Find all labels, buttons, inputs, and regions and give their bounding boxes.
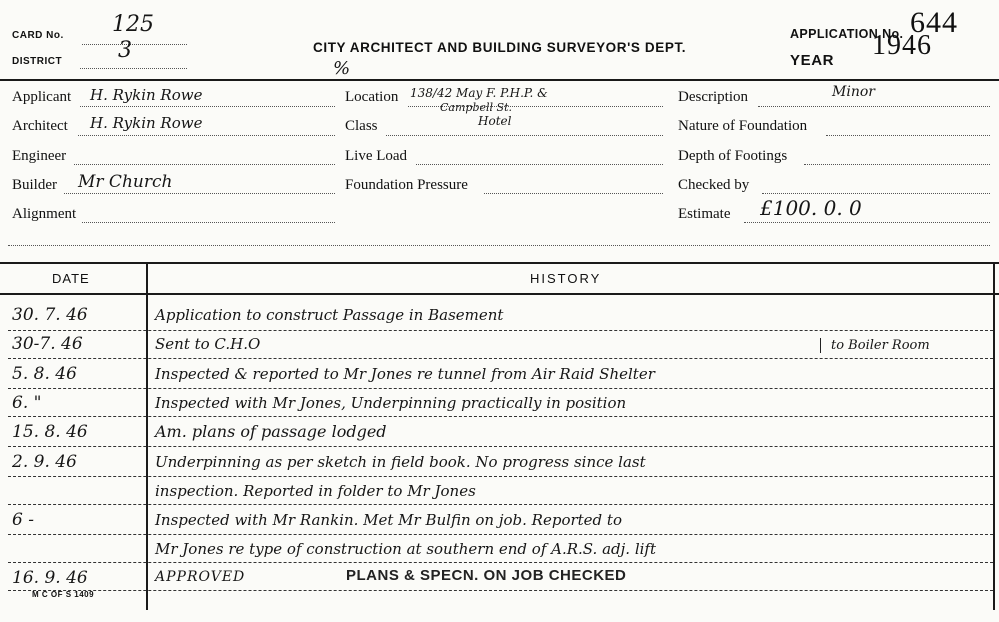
architect-value: H. Rykin Rowe xyxy=(90,114,203,132)
approval-stamp: PLANS & SPECN. ON JOB CHECKED xyxy=(346,567,627,584)
district-label: DISTRICT xyxy=(12,56,63,67)
date-column-divider xyxy=(146,262,148,610)
estimate-label: Estimate xyxy=(678,206,731,222)
class-label: Class xyxy=(345,118,378,134)
history-text: APPROVED xyxy=(155,569,246,585)
history-date: 2. 9. 46 xyxy=(12,452,77,472)
history-text: Inspected with Mr Jones, Underpinning practically in position xyxy=(155,394,627,412)
history-text: Mr Jones re type of construction at southern end of A.R.S. adj. lift xyxy=(155,540,656,558)
history-date: 30. 7. 46 xyxy=(12,305,88,325)
card-no-label: CARD No. xyxy=(12,30,64,41)
year-value: 1946 xyxy=(872,30,932,61)
history-date: 30-7. 46 xyxy=(12,334,83,354)
history-text: Inspected with Mr Rankin. Met Mr Bulfin on job. Reported to xyxy=(155,511,622,529)
history-top-rule xyxy=(0,262,999,264)
checked-by-label: Checked by xyxy=(678,177,750,193)
class-value: Hotel xyxy=(478,114,512,128)
description-label: Description xyxy=(678,89,748,105)
history-text: Sent to C.H.O xyxy=(155,335,261,353)
applicant-value: H. Rykin Rowe xyxy=(90,86,203,104)
application-label: APPLICATION No. xyxy=(790,27,904,41)
engineer-label: Engineer xyxy=(12,148,67,164)
history-date: 5. 8. 46 xyxy=(12,364,77,384)
location-label: Location xyxy=(345,89,399,105)
department-sub-mark: % xyxy=(333,58,351,79)
year-label: YEAR xyxy=(790,52,835,69)
district-value: 3 xyxy=(118,38,132,63)
depth-of-footings-label: Depth of Footings xyxy=(678,148,788,164)
history-text: Am. plans of passage lodged xyxy=(155,422,387,441)
history-column-header: HISTORY xyxy=(530,271,602,286)
nature-of-foundation-label: Nature of Foundation xyxy=(678,118,808,134)
builder-value: Mr Church xyxy=(78,172,173,192)
history-date: 15. 8. 46 xyxy=(12,422,88,442)
builder-label: Builder xyxy=(12,177,57,193)
form-number: M C OF S 1409 xyxy=(32,590,95,599)
history-date: 16. 9. 46 xyxy=(12,568,88,588)
header-rule xyxy=(0,79,999,81)
history-text: Application to construct Passage in Basement xyxy=(155,306,504,324)
applicant-label: Applicant xyxy=(12,89,72,105)
date-column-header: DATE xyxy=(52,271,90,286)
application-value: 644 xyxy=(910,6,958,39)
history-text: inspection. Reported in folder to Mr Jones xyxy=(155,482,476,500)
history-text: Inspected & reported to Mr Jones re tunnel from Air Raid Shelter xyxy=(155,365,655,383)
history-note: to Boiler Room xyxy=(820,338,930,353)
alignment-label: Alignment xyxy=(12,206,77,222)
history-text: Underpinning as per sketch in field book. No progress since last xyxy=(155,453,646,471)
history-date: 6 - xyxy=(12,510,34,530)
description-value: Minor xyxy=(832,84,875,100)
card-no-value: 125 xyxy=(112,12,154,37)
history-header-rule xyxy=(0,293,999,295)
architect-label: Architect xyxy=(12,118,68,134)
history-right-border xyxy=(993,262,995,610)
history-date: 6. " xyxy=(12,393,42,413)
location-value: 138/42 May F. P.H.P. & xyxy=(410,86,548,100)
department-title: CITY ARCHITECT AND BUILDING SURVEYOR'S DEPT. xyxy=(313,40,687,55)
live-load-label: Live Load xyxy=(345,148,408,164)
estimate-value: £100. 0. 0 xyxy=(760,196,862,220)
foundation-pressure-label: Foundation Pressure xyxy=(345,177,468,193)
location-value-line2: Campbell St. xyxy=(440,101,512,114)
